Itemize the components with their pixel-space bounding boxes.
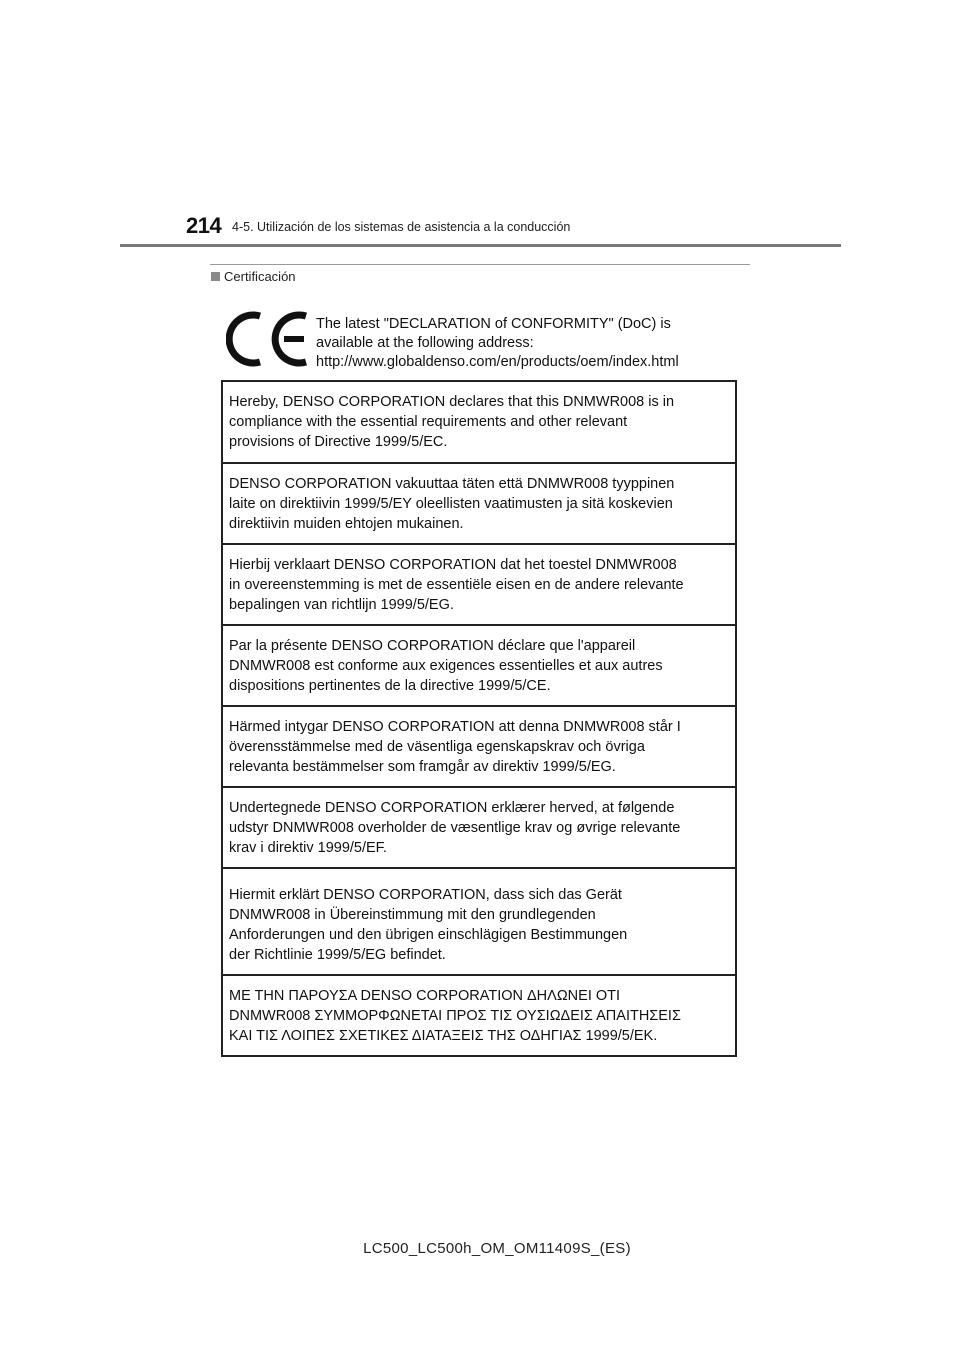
doc-availability-notice: [316, 315, 679, 372]
declaration-line: DNMWR008 in Übereinstimmung mit den grundlegenden: [229, 907, 596, 923]
declaration-french: [223, 626, 735, 707]
declaration-line: Undertegnede DENSO CORPORATION erklærer herved, at følgende: [229, 800, 675, 816]
declaration-dutch: [223, 545, 735, 626]
declaration-line: Härmed intygar DENSO CORPORATION att denna DNMWR008 står I: [229, 719, 681, 735]
page-number: 214: [186, 213, 222, 238]
declaration-line: direktiivin muiden ehtojen mukainen.: [229, 516, 464, 532]
declaration-line: relevanta bestämmelser som framgår av direktiv 1999/5/EG.: [229, 759, 616, 775]
footer-doc-code: LC500_LC500h_OM_OM11409S_(ES): [363, 1240, 631, 1257]
declaration-line: DENSO CORPORATION vakuuttaa täten että DNMWR008 tyyppinen: [229, 476, 675, 492]
declaration-line: Hiermit erklärt DENSO CORPORATION, dass sich das Gerät: [229, 887, 622, 903]
doc-notice-line: available at the following address:: [316, 335, 534, 351]
ce-mark-icon: [226, 310, 310, 368]
declaration-line: ΚΑΙ ΤΙΣ ΛΟΙΠΕΣ ΣΧΕΤΙΚΕΣ ΔΙΑΤΑΞΕΙΣ ΤΗΣ ΟΔΗΓΙΑΣ 1999/5/ΕΚ.: [229, 1028, 658, 1044]
declaration-line: DNMWR008 ΣΥΜΜΟΡΦΩΝΕΤΑΙ ΠΡΟΣ ΤΙΣ ΟΥΣΙΩΔΕΙΣ ΑΠΑΙΤΗΣΕΙΣ: [229, 1008, 681, 1024]
declaration-line: Hierbij verklaart DENSO CORPORATION dat het toestel DNMWR008: [229, 557, 677, 573]
declaration-line: dispositions pertinentes de la directive 1999/5/CE.: [229, 678, 551, 694]
declaration-german: [223, 869, 735, 976]
declaration-line: provisions of Directive 1999/5/EC.: [229, 434, 448, 450]
section-title: Certificación: [224, 269, 296, 284]
chapter-title: 4-5. Utilización de los sistemas de asistencia a la conducción: [232, 220, 571, 234]
section-heading: [211, 269, 296, 284]
declaration-line: ΜΕ ΤΗΝ ΠΑΡΟΥΣΑ DENSO CORPORATION ΔΗΛΩΝΕΙ ΟΤΙ: [229, 988, 621, 1004]
declarations-table: [221, 380, 737, 1057]
declaration-english: [223, 382, 735, 464]
doc-notice-line: The latest "DECLARATION of CONFORMITY" (DoC) is: [316, 316, 671, 332]
declaration-line: udstyr DNMWR008 overholder de væsentlige krav og øvrige relevante: [229, 820, 681, 836]
declaration-line: överensstämmelse med de väsentliga egenskapskrav och övriga: [229, 739, 645, 755]
declaration-swedish: [223, 707, 735, 788]
declaration-line: Anforderungen und den übrigen einschlägigen Bestimmungen: [229, 927, 628, 943]
declaration-line: der Richtlinie 1999/5/EG befindet.: [229, 947, 446, 963]
declaration-line: krav i direktiv 1999/5/EF.: [229, 840, 387, 856]
declaration-finnish: [223, 464, 735, 545]
declaration-line: Hereby, DENSO CORPORATION declares that this DNMWR008 is in: [229, 394, 675, 410]
declaration-greek: [223, 976, 735, 1055]
header-divider: [120, 244, 841, 247]
declaration-danish: [223, 788, 735, 869]
declaration-line: bepalingen van richtlijn 1999/5/EG.: [229, 597, 454, 613]
doc-notice-url: http://www.globaldenso.com/en/products/oem/index.html: [316, 354, 679, 370]
declaration-line: in overeenstemming is met de essentiële eisen en de andere relevante: [229, 577, 684, 593]
declaration-line: DNMWR008 est conforme aux exigences essentielles et aux autres: [229, 658, 663, 674]
footer: [0, 1240, 960, 1257]
declaration-line: laite on direktiivin 1999/5/EY oleellisten vaatimusten ja sitä koskevien: [229, 496, 673, 512]
square-bullet-icon: [211, 272, 220, 281]
section-divider: [210, 264, 750, 265]
declaration-line: compliance with the essential requirements and other relevant: [229, 414, 628, 430]
declaration-line: Par la présente DENSO CORPORATION déclare que l'appareil: [229, 638, 636, 654]
